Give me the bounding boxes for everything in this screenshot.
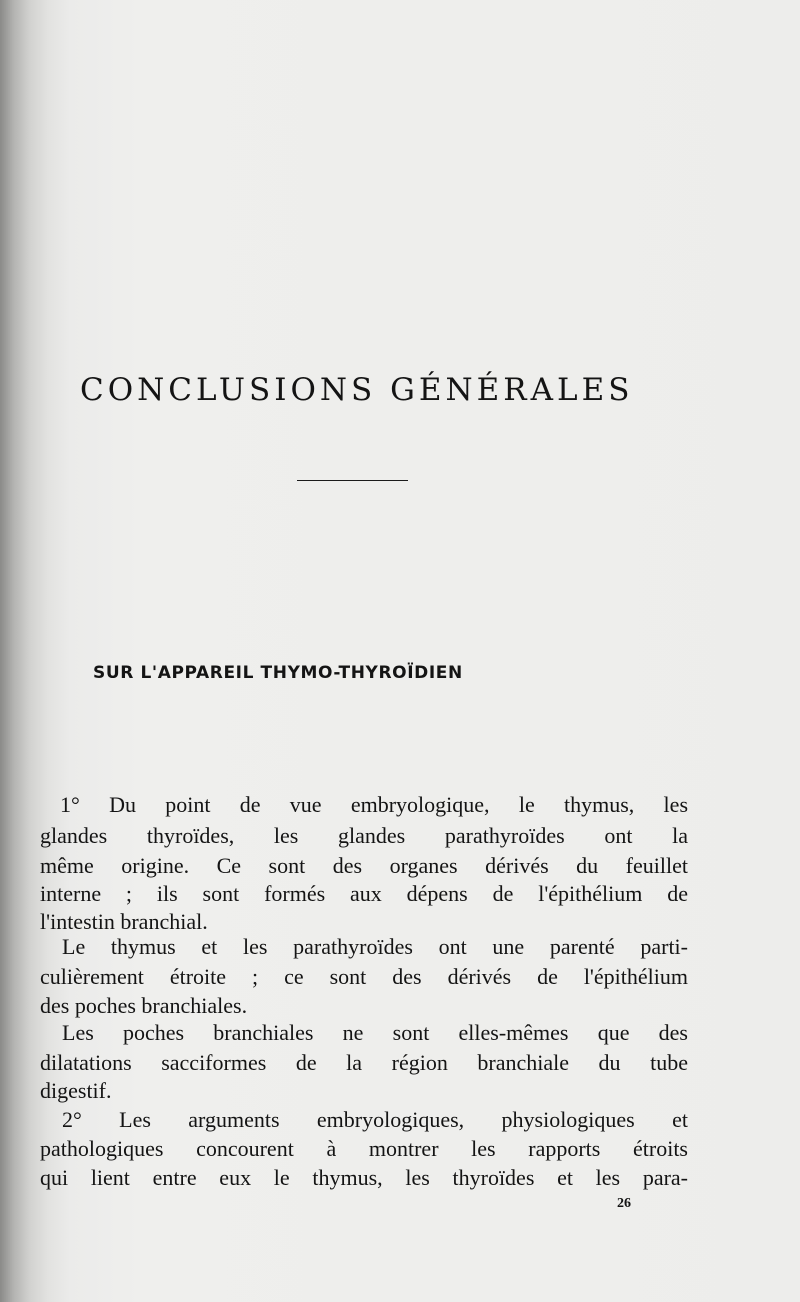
- section-heading: SUR L'APPAREIL THYMO-THYROÏDIEN: [93, 663, 463, 683]
- text-line-10: dilatations sacciformes de la région branchiale du tube: [40, 1050, 688, 1075]
- title-divider: [297, 480, 408, 481]
- text-line-13: pathologiques concourent à montrer les rapports étroits: [40, 1136, 688, 1161]
- page-number: 26: [617, 1196, 631, 1211]
- page-title: CONCLUSIONS GÉNÉRALES: [80, 372, 634, 408]
- text-line-2: glandes thyroïdes, les glandes parathyroïdes ont la: [40, 823, 688, 848]
- text-line-3: même origine. Ce sont des organes dérivés du feuillet: [40, 853, 688, 878]
- text-line-6: Le thymus et les parathyroïdes ont une parenté parti-: [62, 934, 688, 959]
- text-line-9: Les poches branchiales ne sont elles-mêmes que des: [62, 1020, 688, 1045]
- text-line-8: des poches branchiales.: [40, 993, 248, 1018]
- text-line-4: interne ; ils sont formés aux dépens de l'épithélium de: [40, 881, 688, 906]
- text-line-12: 2° Les arguments embryologiques, physiologiques et: [62, 1107, 688, 1132]
- text-line-5: l'intestin branchial.: [40, 909, 208, 934]
- text-line-7: culièrement étroite ; ce sont des dérivés de l'épithélium: [40, 964, 688, 989]
- text-line-11: digestif.: [40, 1078, 112, 1103]
- text-line-14: qui lient entre eux le thymus, les thyroïdes et les para-: [40, 1165, 688, 1190]
- text-line-1: 1° Du point de vue embryologique, le thymus, les: [60, 792, 688, 817]
